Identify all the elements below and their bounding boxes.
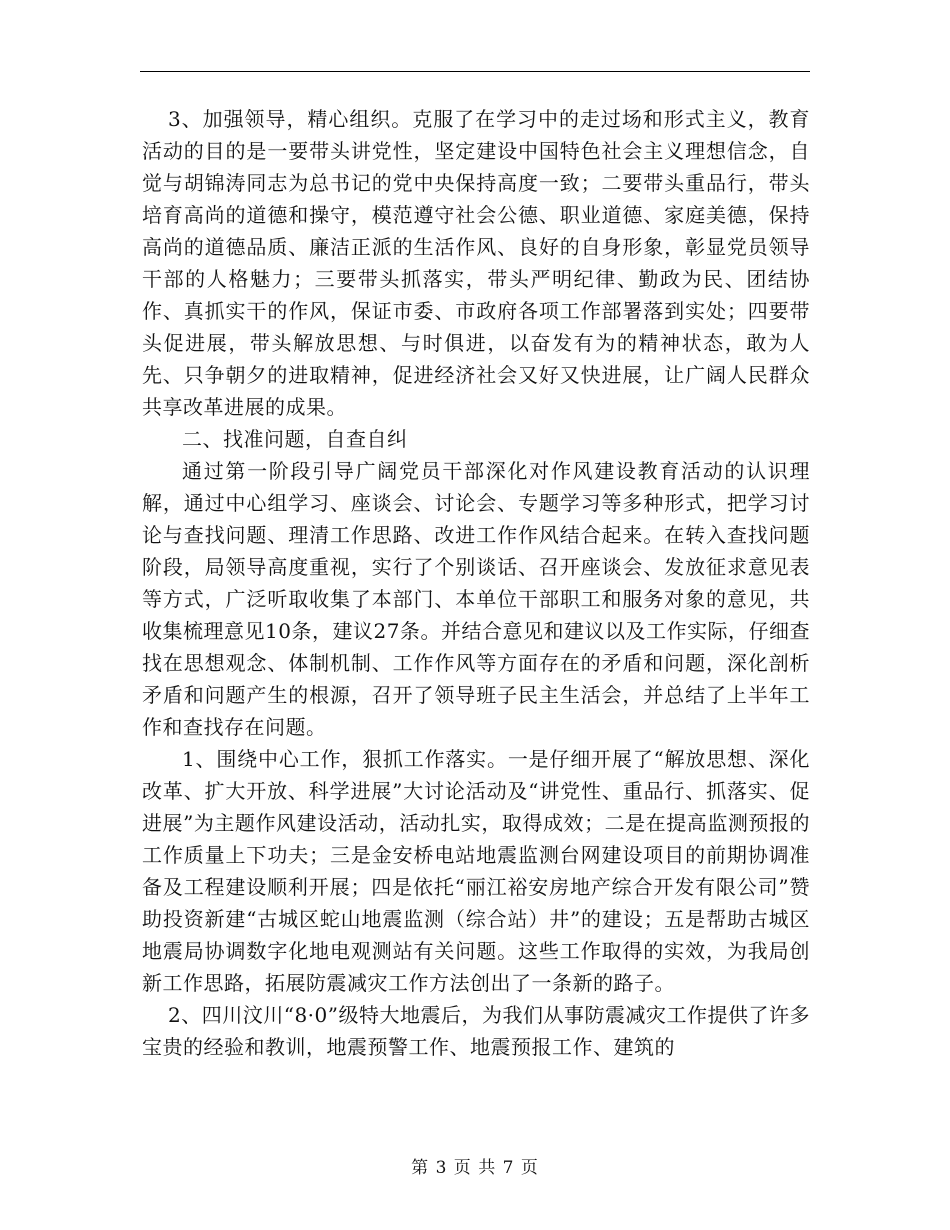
page-number: 第 3 页 共 7 页 [411,1158,539,1178]
paragraph-self-check: 通过第一阶段引导广阔党员干部深化对作风建设教育活动的认识理解，通过中心组学习、座谈会、讨论会、专题学习等多种形式，把学习讨论与查找问题、理清工作思路、改进工作作风结合起来。在转入查找问题阶段，局领导高度重视，实行了个别谈话、召开座谈会、发放征求意见表等方式，广泛听取收集了本部门、本单位干部职工和服务对象的意见，共收集梳理意见10条，建议27条。并结合意见和建议以及工作实际，仔细查找在思想观念、体制机制、工作作风等方面存在的矛盾和问题，深化剖析矛盾和问题产生的根源，召开了领导班子民主生活会，并总结了上半年工作和查找存在问题。 [142,459,810,739]
paragraph-earthquake: 2、四川汶川“8·0”级特大地震后，为我们从事防震减灾工作提供了许多宝贵的经验和教训，地震预警工作、地震预报工作、建筑的 [142,1003,810,1059]
paragraph-leadership: 3、加强领导，精心组织。克服了在学习中的走过场和形式主义，教育活动的目的是一要带头讲党性，坚定建设中国特色社会主义理想信念，自觉与胡锦涛同志为总书记的党中央保持高度一致；二要带头重品行，带头培育高尚的道德和操守，模范遵守社会公德、职业道德、家庭美德，保持高尚的道德品质、廉洁正派的生活作风、良好的自身形象，彰显党员领导干部的人格魅力；三要带头抓落实，带头严明纪律、勤政为民、团结协作、真抓实干的作风，保证市委、市政府各项工作部署落到实处；四要带头促进展，带头解放思想、与时俱进，以奋发有为的精神状态，敢为人先、只争朝夕的进取精神，促进经济社会又好又快进展，让广阔人民群众共享改革进展的成果。 [142,107,810,419]
section-heading-problems: 二、找准问题，自查自纠 [182,427,408,451]
header-rule [140,71,810,72]
paragraph-central-work: 1、围绕中心工作，狠抓工作落实。一是仔细开展了“解放思想、深化改革、扩大开放、科学进展”大讨论活动及“讲党性、重品行、抓落实、促进展”为主题作风建设活动，活动扎实，取得成效；二是在提高监测预报的工作质量上下功夫；三是金安桥电站地震监测台网建设项目的前期协调准备及工程建设顺利开展；四是依托“丽江裕安房地产综合开发有限公司”赞助投资新建“古城区蛇山地震监测（综合站）井”的建设；五是帮助古城区地震局协调数字化地电观测站有关问题。这些工作取得的实效，为我局创新工作思路，拓展防震减灾工作方法创出了一条新的路子。 [142,747,810,995]
document-body [142,103,810,1063]
